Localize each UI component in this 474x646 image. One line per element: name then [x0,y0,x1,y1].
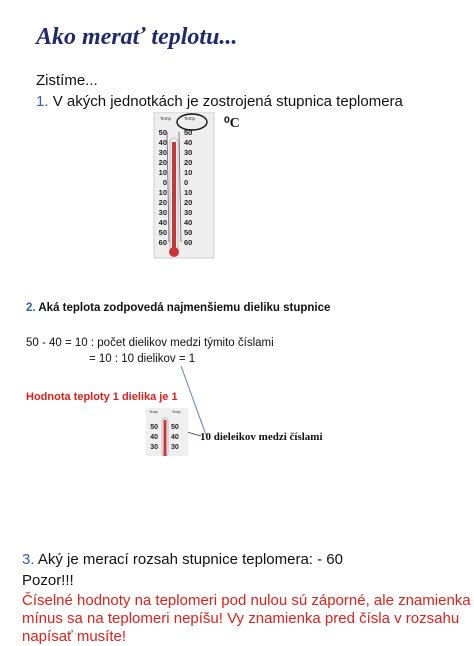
warning-text [22,592,471,646]
scale-label: 40 [158,138,167,147]
scale-label: 10 [184,168,193,177]
scale-label: 30 [158,208,167,217]
scale-label: 50 [158,228,167,237]
question-3-text: Aký je merací rozsah stupnice teplomera: - 60 [37,551,343,568]
question-3-number: 3. [22,551,35,568]
small-thermo-head-right: Temp [172,410,181,414]
scale-label: 20 [184,158,193,167]
question-2-number: 2. [26,302,36,314]
thermometer-small [146,408,190,456]
scale-label: 0 [184,178,189,187]
scale-label: 0 [162,178,167,187]
hodnota-text: Hodnota teploty 1 dielika je 1 [26,391,178,403]
question-1-text: V akých jednotkách je zostrojená stupnica teplomera [52,93,403,110]
question-2-text: Aká teplota zodpovedá najmenšiemu dieliku stupnice [38,302,331,314]
question-1-number: 1. [36,93,49,110]
scale-label: 40 [150,434,158,441]
scale-label: 20 [184,198,193,207]
scale-label: 50 [184,128,193,137]
scale-label: 50 [150,424,158,431]
scale-label: 20 [158,198,167,207]
scale-label: 30 [158,148,167,157]
scale-label: 60 [184,238,193,247]
unit-label: ⁰C [224,116,240,131]
scale-label: 10 [158,168,167,177]
scale-label: 30 [184,208,193,217]
scale-label: 50 [158,128,167,137]
scale-label: 40 [158,218,167,227]
scale-label: 30 [150,444,158,451]
warning-line-1: Číselné hodnoty na teplomeri pod nulou sú záporné, ale znamienka [22,592,471,609]
scale-label: 40 [171,434,179,441]
thermo-head-left: Temp [160,116,172,121]
warning-line-2: mínus sa na teplomeri nepíšu! Vy znamienka pred čísla v rozsahu [22,610,460,627]
scale-label: 30 [184,148,193,157]
calc-line-2: = 10 : 10 dielikov = 1 [89,353,196,365]
page-title: Ako merať teplotu... [36,24,238,50]
intro-text: Zistíme... [36,72,98,89]
scale-label: 30 [171,444,179,451]
scale-label: 50 [184,228,193,237]
scale-label: 40 [184,138,193,147]
question-3 [22,551,343,568]
pozor-text: Pozor!!! [22,572,74,589]
small-thermo-head-left: Temp [149,410,158,414]
small-note: 10 dieleikov medzi číslami [200,431,323,443]
calc-line-1: 50 - 40 = 10 : počet dielikov medzi týmito číslami [26,337,274,349]
warning-line-3: napísať musíte! [22,628,127,645]
small-thermo-scale-right [171,424,179,451]
scale-label: 10 [158,188,167,197]
scale-label: 60 [158,238,167,247]
thermo-head-right: Temp [184,116,196,121]
scale-label: 50 [171,424,179,431]
scale-label: 10 [184,188,193,197]
small-thermo-scale-left [150,424,158,451]
scale-label: 20 [158,158,167,167]
scale-label: 40 [184,218,193,227]
